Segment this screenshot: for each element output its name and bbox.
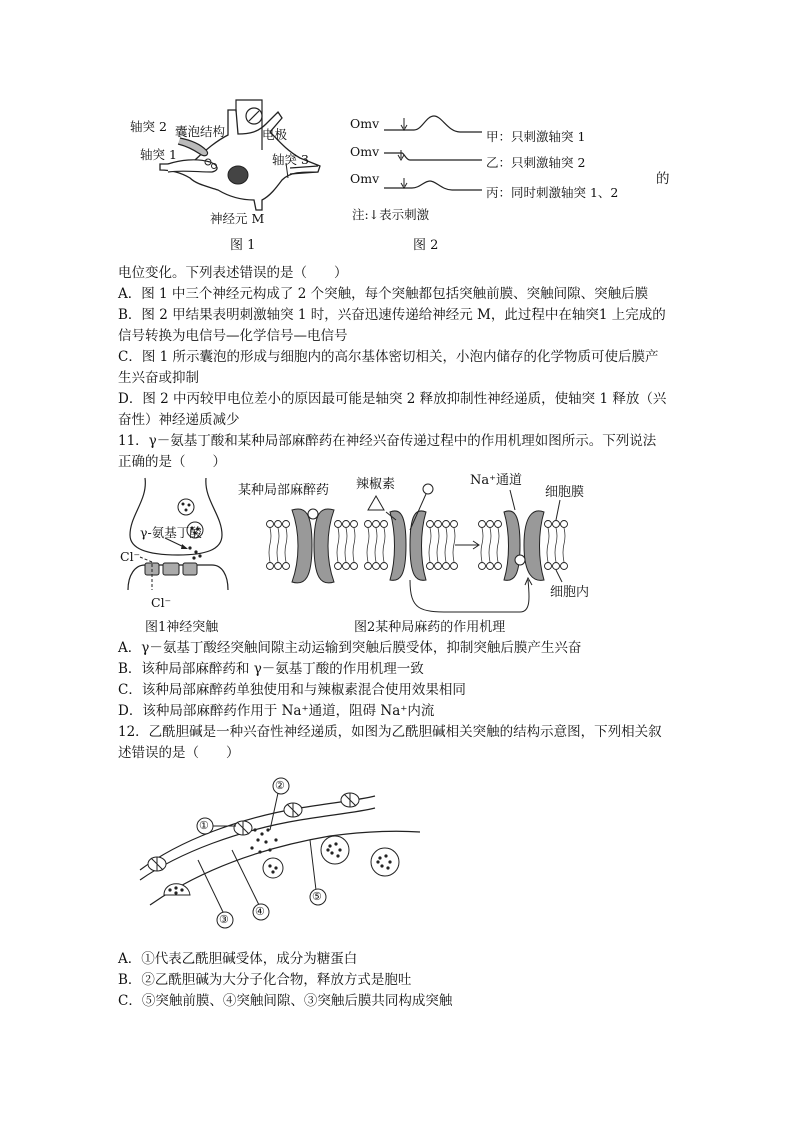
marker-3: ③ bbox=[219, 913, 229, 926]
label-cl-2: Cl⁻ bbox=[151, 595, 172, 610]
label-neuron-m: 神经元 M bbox=[210, 211, 265, 226]
label-na-channel: Na⁺通道 bbox=[470, 473, 522, 488]
q12-option-a: A．①代表乙酰胆碱受体，成分为糖蛋白 bbox=[118, 951, 358, 967]
q11-stem-1: 11．γ－氨基丁酸和某种局部麻醉药在神经兴奋传递过程中的作用机理如图所示。下列说法 bbox=[118, 433, 657, 449]
q11-option-a: A．γ－氨基丁酸经突触间隙主动运输到突触后膜受体，抑制突触后膜产生兴奋 bbox=[118, 640, 582, 656]
q10-option-d-cont: 奋性）神经递质减少 bbox=[118, 412, 240, 428]
q12-option-c: C．⑤突触前膜、④突触间隙、③突触后膜共同构成突触 bbox=[118, 993, 453, 1009]
trace-2-label: 乙：只刺激轴突 2 bbox=[486, 155, 586, 170]
q11-caption-1: 图1神经突触 bbox=[145, 620, 219, 635]
figure-2-caption: 图 2 bbox=[413, 238, 439, 253]
q10-option-b-cont: 信号转换为电信号—化学信号—电信号 bbox=[118, 328, 348, 344]
trace-1-label: 甲：只刺激轴突 1 bbox=[486, 129, 586, 144]
label-cl-1: Cl⁻ bbox=[120, 549, 141, 564]
q11-stem-2: 正确的是（ ） bbox=[118, 454, 226, 470]
label-axon2: 轴突 2 bbox=[130, 119, 167, 134]
marker-2: ② bbox=[275, 779, 285, 792]
label-inside: 细胞内 bbox=[550, 585, 590, 600]
q11-option-b: B．该种局部麻醉药和 γ－氨基丁酸的作用机理一致 bbox=[118, 661, 424, 677]
trailing-text: 的 bbox=[656, 171, 670, 187]
label-axon3: 轴突 3 bbox=[272, 152, 309, 167]
trace-3-baseline: Omv bbox=[350, 171, 380, 186]
trace-2-baseline: Omv bbox=[350, 144, 380, 159]
label-axon1: 轴突 1 bbox=[140, 147, 177, 162]
q12-option-b: B．②乙酰胆碱为大分子化合物，释放方式是胞吐 bbox=[118, 972, 412, 988]
marker-4: ④ bbox=[255, 905, 265, 918]
q10-option-a: A．图 1 中三个神经元构成了 2 个突触，每个突触都包括突触前膜、突触间隙、突触后膜 bbox=[118, 286, 649, 302]
marker-5: ⑤ bbox=[312, 890, 322, 903]
label-gaba: γ-氨基丁酸 bbox=[140, 525, 202, 540]
marker-1: ① bbox=[199, 819, 209, 832]
q11-option-c: C．该种局部麻醉药单独使用和与辣椒素混合使用效果相同 bbox=[118, 682, 466, 698]
label-vesicle: 囊泡结构 bbox=[175, 124, 226, 139]
q10-option-b: B．图 2 甲结果表明刺激轴突 1 时，兴奋迅速传递给神经元 M，此过程中在轴突1 上完成的 bbox=[118, 307, 666, 323]
q12-stem-1: 12．乙酰胆碱是一种兴奋性神经递质，如图为乙酰胆碱相关突触的结构示意图，下列相关叙 bbox=[118, 724, 662, 740]
label-capsaicin: 辣椒素 bbox=[356, 477, 396, 492]
trace-3-label: 丙：同时刺激轴突 1、2 bbox=[486, 185, 619, 200]
q11-caption-2: 图2某种局麻药的作用机理 bbox=[354, 620, 506, 635]
figure-2-note: 注:↓表示刺激 bbox=[352, 207, 430, 222]
q10-option-c-cont: 生兴奋或抑制 bbox=[118, 370, 199, 386]
figure-1-caption: 图 1 bbox=[230, 238, 256, 253]
q10-option-c: C．图 1 所示囊泡的形成与细胞内的高尔基体密切相关，小泡内储存的化学物质可使后膜产 bbox=[118, 349, 659, 365]
q12-stem-2: 述错误的是（ ） bbox=[118, 745, 240, 761]
trace-1-baseline: Omv bbox=[350, 116, 380, 131]
q11-option-d: D．该种局部麻醉药作用于 Na⁺通道，阻碍 Na⁺内流 bbox=[118, 703, 435, 719]
q10-stem-tail: 电位变化。下列表述错误的是（ ） bbox=[118, 265, 348, 281]
q10-option-d: D．图 2 中丙较甲电位差小的原因最可能是轴突 2 释放抑制性神经递质，使轴突 1 释放（兴 bbox=[118, 391, 667, 407]
label-anesthetic: 某种局部麻醉药 bbox=[238, 483, 330, 498]
label-electrode: 电极 bbox=[262, 127, 288, 142]
label-membrane: 细胞膜 bbox=[545, 485, 585, 500]
